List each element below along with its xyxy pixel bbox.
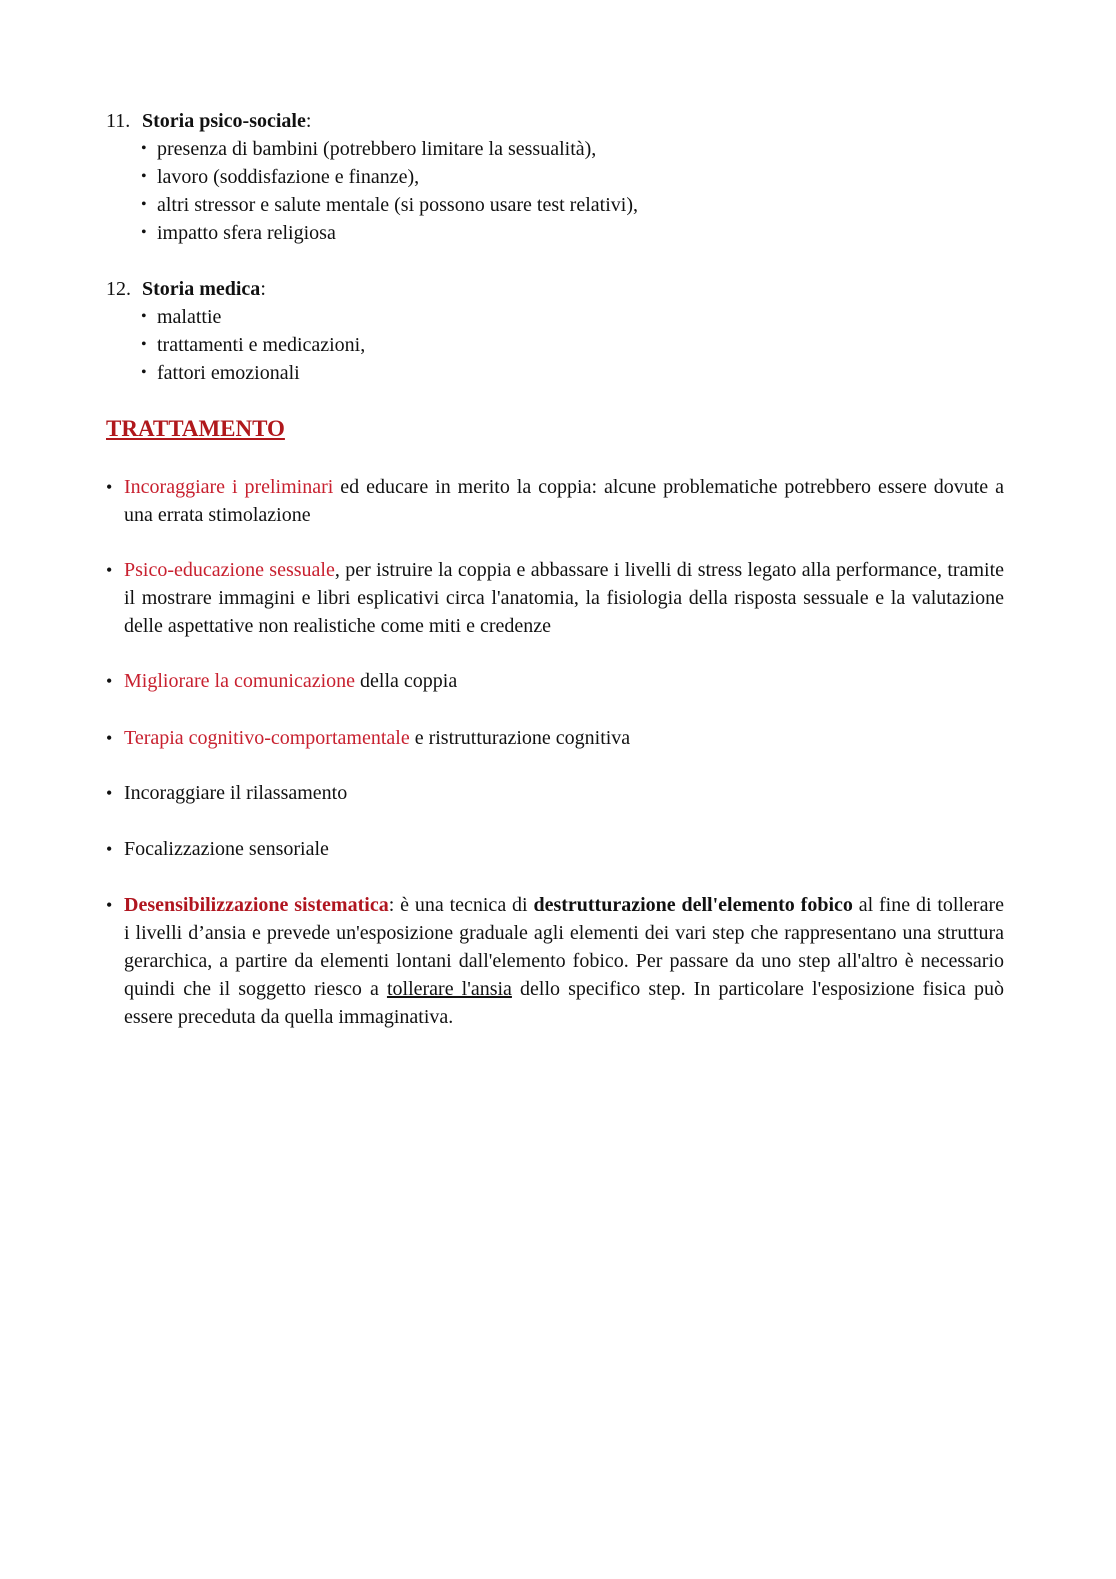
section-number: 12. xyxy=(106,278,131,300)
bullet-highlight: Terapia cognitivo-comportamentale xyxy=(124,727,410,749)
bullet-paragraph xyxy=(124,779,1004,807)
bullet-text: : è una tecnica di xyxy=(388,894,534,916)
bullet-text: al fine di tollerare i livelli d’ansia e prevede un'esposizione graduale agli elementi dei vari step che rappresentano una struttura gerarchica, a partire da elementi lontani dall'elemento fobico. Per passare da uno step all'altro è necessario quindi che il soggetto riesco a xyxy=(124,894,1004,1000)
section-title-suffix: : xyxy=(260,278,266,300)
bullet-dot: • xyxy=(141,168,147,185)
list-item xyxy=(106,303,1006,331)
list-item-text: lavoro (soddisfazione e finanze), xyxy=(157,166,420,188)
numbered-section-psico-sociale xyxy=(106,107,1006,247)
list-item-text: presenza di bambini (potrebbero limitare la sessualità), xyxy=(157,138,597,160)
bullet-dot: • xyxy=(141,196,147,213)
list-item-text: impatto sfera religiosa xyxy=(157,222,336,244)
list-item xyxy=(106,163,1006,191)
treatment-bullet xyxy=(106,473,1004,529)
bullet-dot: • xyxy=(141,224,147,241)
bullet-text: ed educare in merito la coppia: alcune problematiche potrebbero essere dovute a una errata stimolazione xyxy=(124,476,1004,526)
bullet-dot: • xyxy=(141,140,147,157)
bullet-text: , per istruire la coppia e abbassare i livelli di stress legato alla performance, tramite il mostrare immagini e libri esplicativi circa l'anatomia, la fisiologia della risposta sessuale e la valutazione delle aspettative non realistiche come miti e credenze xyxy=(124,559,1004,637)
sub-list xyxy=(106,135,1006,247)
section-heading-line xyxy=(106,107,1006,135)
list-item xyxy=(106,219,1006,247)
section-heading-line xyxy=(106,275,1006,303)
bullet-underlined-text: tollerare l'ansia xyxy=(386,978,512,1000)
list-item xyxy=(106,359,1006,387)
bullet-dot: • xyxy=(141,336,147,353)
bullet-paragraph xyxy=(124,724,1004,752)
bullet-dot: • xyxy=(106,895,113,915)
treatment-bullet xyxy=(106,835,1004,863)
bullet-highlight: Incoraggiare i preliminari xyxy=(124,476,334,498)
section-number: 11. xyxy=(106,110,131,132)
list-item xyxy=(106,331,1006,359)
bullet-dot: • xyxy=(106,728,113,748)
bullet-dot: • xyxy=(141,308,147,325)
bullet-paragraph xyxy=(124,891,1004,1031)
bullet-text: e ristrutturazione cognitiva xyxy=(409,727,631,749)
bullet-text: dello specifico step. In particolare l'esposizione fisica può essere preceduta da quella immaginativa. xyxy=(124,978,1004,1028)
treatment-bullet xyxy=(106,667,1004,695)
bullet-dot: • xyxy=(106,477,113,497)
section-title: Storia medica xyxy=(142,278,261,300)
bullet-highlight: Migliorare la comunicazione xyxy=(124,670,356,692)
bullet-text: Incoraggiare il rilassamento xyxy=(124,782,348,804)
list-item xyxy=(106,191,1006,219)
bullet-paragraph xyxy=(124,835,1004,863)
bullet-paragraph xyxy=(124,667,1004,695)
treatment-bullet xyxy=(106,556,1004,640)
section-title-suffix: : xyxy=(305,110,312,132)
sub-list xyxy=(106,303,1006,387)
bullet-paragraph xyxy=(124,556,1004,640)
bullet-text: della coppia xyxy=(355,670,458,692)
list-item-text: trattamenti e medicazioni, xyxy=(157,334,366,356)
list-item-text: malattie xyxy=(157,306,222,328)
list-item xyxy=(106,135,1006,163)
treatment-bullet xyxy=(106,891,1004,1031)
bullet-highlight: Desensibilizzazione sistematica xyxy=(124,894,389,916)
list-item-text: altri stressor e salute mentale (si possono usare test relativi), xyxy=(157,194,638,216)
bullet-bold-text: destrutturazione dell'elemento fobico xyxy=(533,894,853,916)
bullet-dot: • xyxy=(141,364,147,381)
bullet-paragraph xyxy=(124,473,1004,529)
treatment-bullet xyxy=(106,779,1004,807)
bullet-dot: • xyxy=(106,783,113,803)
bullet-dot: • xyxy=(106,560,113,580)
treatment-bullet xyxy=(106,724,1004,752)
bullet-dot: • xyxy=(106,671,113,691)
section-title: Storia psico-sociale xyxy=(142,110,306,132)
treatment-heading: TRATTAMENTO xyxy=(106,416,285,441)
bullet-highlight: Psico-educazione sessuale xyxy=(124,559,335,581)
numbered-section-medica xyxy=(106,275,1006,387)
bullet-dot: • xyxy=(106,839,113,859)
bullet-text: Focalizzazione sensoriale xyxy=(124,838,329,860)
list-item-text: fattori emozionali xyxy=(157,362,300,384)
